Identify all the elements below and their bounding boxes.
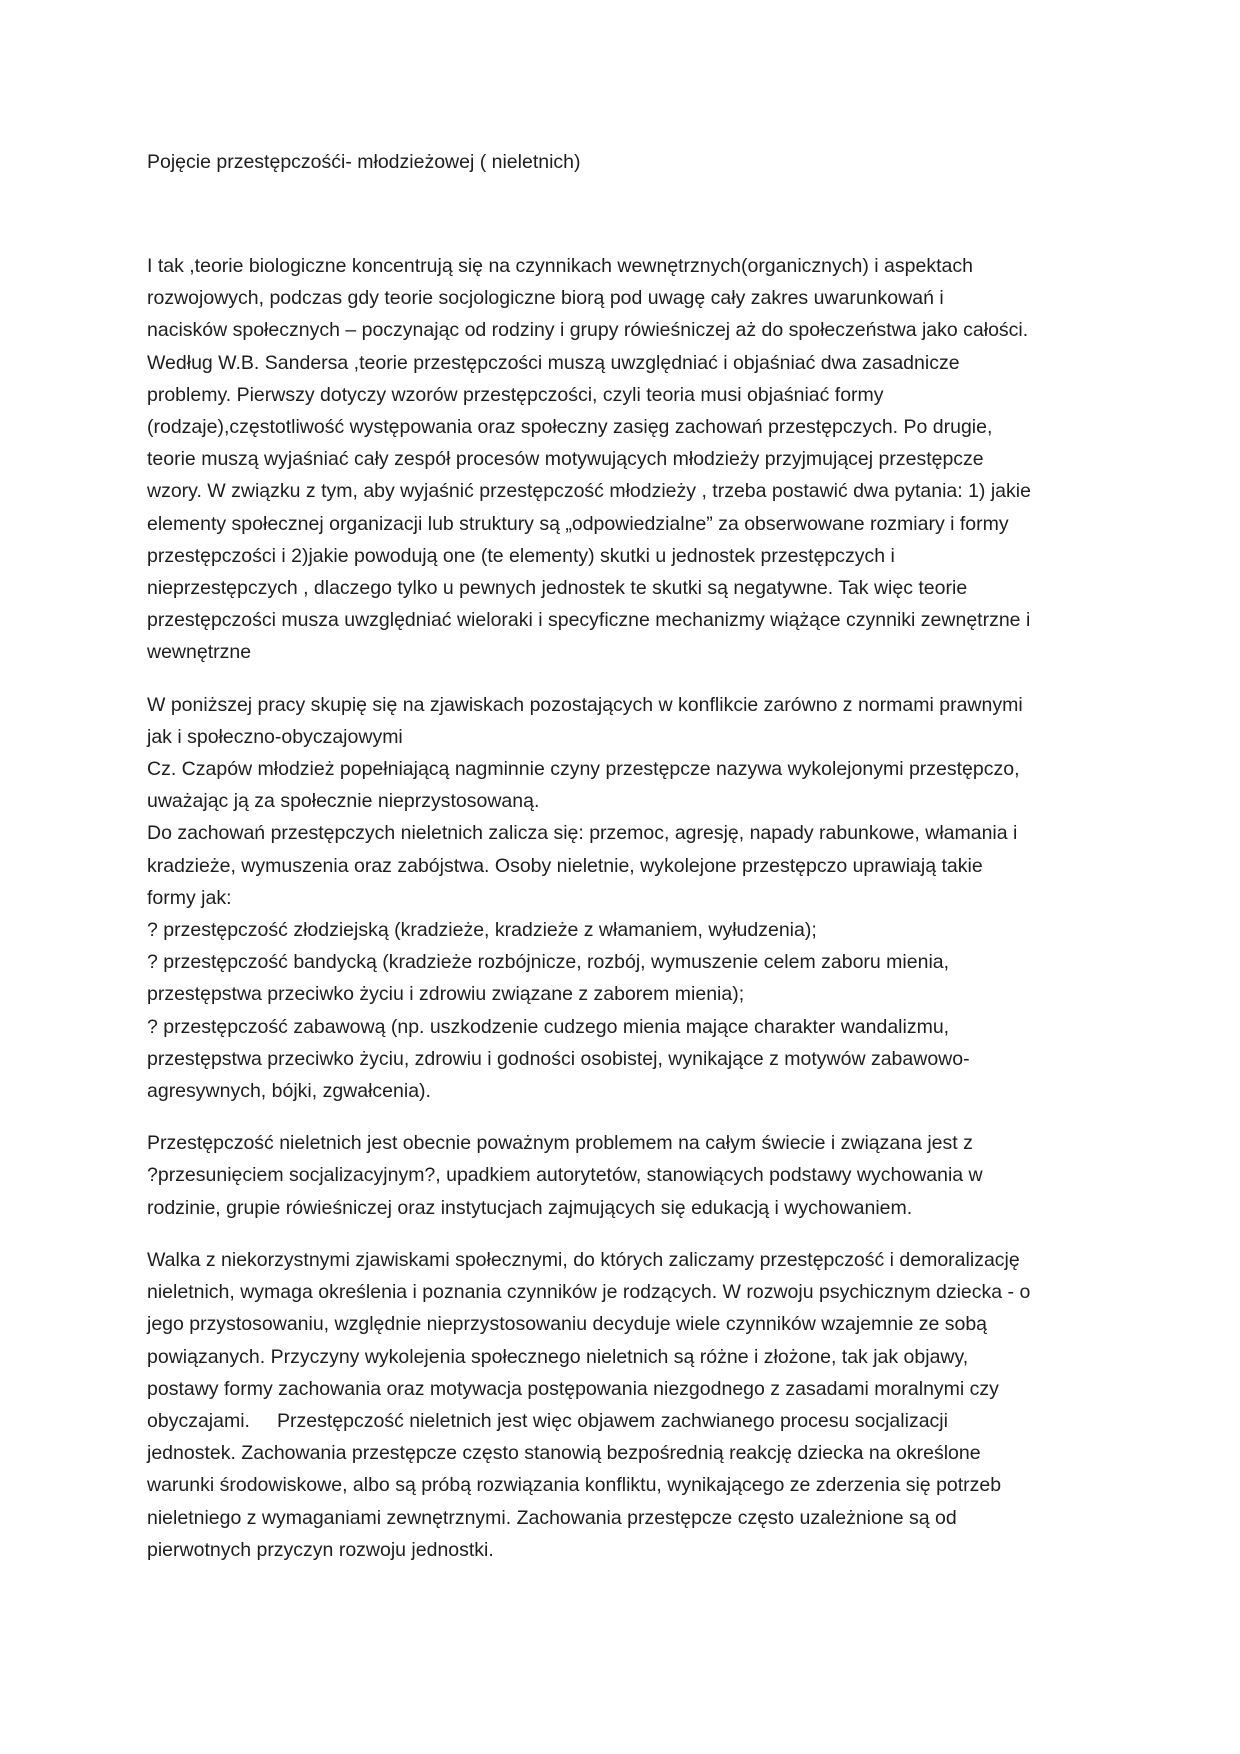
text-line: powiązanych. Przyczyny wykolejenia społecznego nieletnich są różne i złożone, tak jak objawy, <box>147 1345 969 1368</box>
text-line: teorie muszą wyjaśniać cały zespół procesów motywujących młodzieży przyjmującej przestępcze <box>147 448 984 471</box>
paragraph-forms <box>147 689 1107 1108</box>
text-line: rozwojowych, podczas gdy teorie socjologiczne biorą pod uwagę cały zakres uwarunkowań i <box>147 287 944 310</box>
text-line: problemy. Pierwszy dotyczy wzorów przestępczości, czyli teoria musi objaśniać formy <box>147 383 884 406</box>
text-line: nieletniego z wymaganiami zewnętrznymi. Zachowania przestępcze często uzależnione są od <box>147 1506 957 1529</box>
text-line: przestępczości i 2)jakie powodują one (te elementy) skutki u jednostek przestępczych i <box>147 544 895 567</box>
text-line: Według W.B. Sandersa ,teorie przestępczości muszą uwzględniać i objaśniać dwa zasadnicze <box>147 351 960 374</box>
text-line: agresywnych, bójki, zgwałcenia). <box>147 1080 431 1103</box>
document-body <box>147 250 1107 1566</box>
text-line: przestępstwa przeciwko życiu, zdrowiu i godności osobistej, wynikające z motywów zabawowo- <box>147 1047 970 1070</box>
text-line: formy jak: <box>147 886 232 909</box>
text-line: Do zachowań przestępczych nieletnich zalicza się: przemoc, agresję, napady rabunkowe, włamania i <box>147 822 1018 845</box>
text-line: obyczajami. Przestępczość nieletnich jest więc objawem zachwianego procesu socjalizacji <box>147 1409 948 1432</box>
text-line: elementy społecznej organizacji lub struktury są „odpowiedzialne” za obserwowane rozmiary i formy <box>147 512 1009 535</box>
text-line: jak i społeczno-obyczajowymi <box>147 725 403 748</box>
text-line: nieprzestępczych , dlaczego tylko u pewnych jednostek te skutki są negatywne. Tak więc teorie <box>147 577 968 600</box>
text-line: nieletnich, wymaga określenia i poznania czynników je rodzących. W rozwoju psychicznym dziecka - o <box>147 1281 1031 1304</box>
text-line: uważając ją za społecznie nieprzystosowaną. <box>147 790 540 813</box>
text-line: ?przesunięciem socjalizacyjnym?, upadkiem autorytetów, stanowiących podstawy wychowania w <box>147 1164 983 1187</box>
text-line: kradzieże, wymuszenia oraz zabójstwa. Osoby nieletnie, wykolejone przestępczo uprawiają takie <box>147 854 983 877</box>
paragraph-theories <box>147 250 1107 669</box>
list-item: ? przestępczość złodziejską (kradzieże, kradzieże z włamaniem, wyłudzenia); <box>147 919 817 942</box>
paragraph-global-problem <box>147 1127 1107 1224</box>
list-item: ? przestępczość zabawową (np. uszkodzenie cudzego mienia mające charakter wandalizmu, <box>147 1015 950 1038</box>
text-line: Cz. Czapów młodzież popełniającą nagminnie czyny przestępcze nazywa wykolejonymi przestępczo, <box>147 758 1020 781</box>
text-line: warunki środowiskowe, albo są próbą rozwiązania konfliktu, wynikającego ze zderzenia się potrzeb <box>147 1474 1002 1497</box>
text-line: postawy formy zachowania oraz motywacja postępowania niezgodnego z zasadami moralnymi czy <box>147 1377 999 1400</box>
document-title: Pojęcie przestępczośći- młodzieżowej ( nieletnich) <box>147 151 581 173</box>
list-item: ? przestępczość bandycką (kradzieże rozbójnicze, rozbój, wymuszenie celem zaboru mienia, <box>147 951 950 974</box>
text-line: rodzinie, grupie rówieśniczej oraz instytucjach zajmujących się edukacją i wychowaniem. <box>147 1196 913 1219</box>
text-line: przestępstwa przeciwko życiu i zdrowiu związane z zaborem mienia); <box>147 983 745 1006</box>
text-line: jednostek. Zachowania przestępcze często stanowią bezpośrednią reakcję dziecka na określone <box>147 1442 981 1465</box>
text-line: (rodzaje),częstotliwość występowania oraz społeczny zasięg zachowań przestępczych. Po drugie, <box>147 416 993 439</box>
text-line: przestępczości musza uwzględniać wieloraki i specyficzne mechanizmy wiążące czynniki zewnętrzne i <box>147 609 1031 632</box>
text-line: wewnętrzne <box>147 641 252 664</box>
text-line: wzory. W związku z tym, aby wyjaśnić przestępczość młodzieży , trzeba postawić dwa pytania: 1) jakie <box>147 480 1031 503</box>
text-line: Walka z niekorzystnymi zjawiskami społecznymi, do których zaliczamy przestępczość i demoralizację <box>147 1248 1020 1271</box>
text-line: Przestępczość nieletnich jest obecnie poważnym problemem na całym świecie i związana jest z <box>147 1132 973 1155</box>
paragraph-causes <box>147 1244 1107 1566</box>
text-line: jego przystosowaniu, względnie nieprzystosowaniu decyduje wiele czynników wzajemnie ze sobą <box>147 1313 988 1336</box>
text-line: I tak ,teorie biologiczne koncentrują się na czynnikach wewnętrznych(organicznych) i aspektach <box>147 255 973 277</box>
text-line: nacisków społecznych – poczynając od rodziny i grupy rówieśniczej aż do społeczeństwa jako całości. <box>147 319 1029 342</box>
text-line: pierwotnych przyczyn rozwoju jednostki. <box>147 1538 494 1561</box>
text-line: W poniższej pracy skupię się na zjawiskach pozostających w konflikcie zarówno z normami prawnymi <box>147 693 1023 716</box>
